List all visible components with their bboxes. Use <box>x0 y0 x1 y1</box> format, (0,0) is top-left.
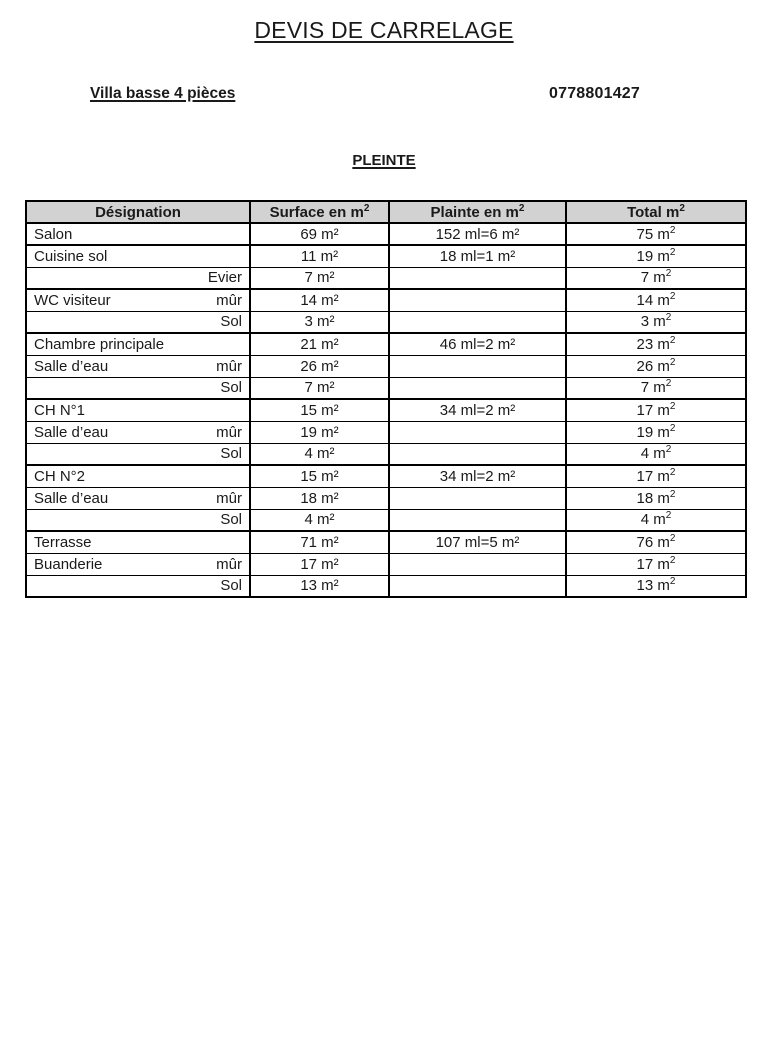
cell-designation <box>26 223 250 245</box>
cell-designation <box>26 421 250 443</box>
row-sub-designation: mûr <box>216 291 242 309</box>
table-row <box>26 509 746 531</box>
table-row <box>26 289 746 311</box>
cell-plainte <box>389 553 566 575</box>
table-row <box>26 267 746 289</box>
table-row <box>26 487 746 509</box>
row-total-sup: 2 <box>669 290 676 302</box>
row-total-sup: 2 <box>669 576 676 588</box>
table-row <box>26 553 746 575</box>
table-row <box>26 443 746 465</box>
cell-plainte <box>389 289 566 311</box>
row-total: 13 m <box>636 577 670 595</box>
cell-total <box>566 267 746 289</box>
table-row <box>26 377 746 399</box>
cell-plainte <box>389 487 566 509</box>
cell-plainte <box>389 575 566 597</box>
header-row <box>26 201 746 223</box>
row-designation: Terrasse <box>34 533 92 551</box>
cell-designation <box>26 509 250 531</box>
row-total-sup: 2 <box>665 444 672 456</box>
cell-surface: 7 m² <box>250 267 389 289</box>
cell-plainte <box>389 443 566 465</box>
cell-designation <box>26 355 250 377</box>
cell-surface: 4 m² <box>250 509 389 531</box>
cell-total <box>566 245 746 267</box>
row-total: 23 m <box>636 335 670 353</box>
table-row <box>26 355 746 377</box>
row-total: 17 m <box>636 401 670 419</box>
cell-total <box>566 333 746 355</box>
cell-designation <box>26 245 250 267</box>
cell-surface: 11 m² <box>250 245 389 267</box>
row-total-sup: 2 <box>665 378 672 390</box>
row-designation: Cuisine sol <box>34 247 108 265</box>
cell-designation <box>26 553 250 575</box>
cell-surface: 71 m² <box>250 531 389 553</box>
table-row <box>26 421 746 443</box>
row-designation: CH N°1 <box>34 401 86 419</box>
cell-plainte: 34 ml=2 m² <box>389 399 566 421</box>
header-surface: Surface en $m^2$ <box>250 201 389 223</box>
cell-plainte <box>389 509 566 531</box>
row-total: 7 m <box>640 379 666 397</box>
cell-total <box>566 465 746 487</box>
row-total-sup: 2 <box>665 510 672 522</box>
row-total: 4 m <box>640 445 666 463</box>
subheader <box>90 85 640 103</box>
quote-table <box>25 200 747 598</box>
header-plainte: Plainte en $m^2$ <box>389 201 566 223</box>
cell-plainte <box>389 421 566 443</box>
row-sub-designation: mûr <box>216 489 242 507</box>
row-total-sup: 2 <box>669 466 676 478</box>
row-total: 75 m <box>636 225 670 243</box>
row-sub-designation: Sol <box>220 577 242 595</box>
cell-plainte <box>389 267 566 289</box>
phone-number: 0778801427 <box>549 85 640 102</box>
cell-surface: 19 m² <box>250 421 389 443</box>
table-row <box>26 531 746 553</box>
header-total: Total $m^2$ <box>566 201 746 223</box>
row-total-sup: 2 <box>669 532 676 544</box>
cell-total <box>566 399 746 421</box>
row-total-sup: 2 <box>669 422 676 434</box>
table-row <box>26 333 746 355</box>
row-total: 19 m <box>636 423 670 441</box>
cell-surface: 3 m² <box>250 311 389 333</box>
row-total: 3 m <box>640 313 666 331</box>
cell-total <box>566 553 746 575</box>
table-row <box>26 575 746 597</box>
cell-total <box>566 443 746 465</box>
row-designation: Salle d’eau <box>34 357 109 375</box>
cell-surface: 18 m² <box>250 487 389 509</box>
table-row <box>26 465 746 487</box>
cell-total <box>566 355 746 377</box>
table-row <box>26 223 746 245</box>
cell-surface: 4 m² <box>250 443 389 465</box>
cell-designation <box>26 311 250 333</box>
cell-total <box>566 289 746 311</box>
row-total-sup: 2 <box>665 268 672 280</box>
table-row <box>26 311 746 333</box>
row-sub-designation: mûr <box>216 357 242 375</box>
row-designation: WC visiteur <box>34 291 111 309</box>
cell-surface: 7 m² <box>250 377 389 399</box>
cell-plainte <box>389 355 566 377</box>
row-designation: Salle d’eau <box>34 489 109 507</box>
cell-plainte: 107 ml=5 m² <box>389 531 566 553</box>
document-page <box>0 17 768 1041</box>
row-sub-designation: Sol <box>220 313 242 331</box>
row-designation: Chambre principale <box>34 335 165 353</box>
row-total: 18 m <box>636 489 670 507</box>
row-sub-designation: Evier <box>207 269 242 287</box>
cell-designation <box>26 333 250 355</box>
row-total-sup: 2 <box>669 488 676 500</box>
row-total-sup: 2 <box>669 554 676 566</box>
cell-designation <box>26 575 250 597</box>
cell-plainte: 46 ml=2 m² <box>389 333 566 355</box>
cell-surface: 21 m² <box>250 333 389 355</box>
cell-total <box>566 311 746 333</box>
cell-designation <box>26 267 250 289</box>
cell-surface: 13 m² <box>250 575 389 597</box>
page-title: DEVIS DE CARRELAGE <box>254 17 514 43</box>
section-title: PLEINTE <box>352 152 416 169</box>
cell-total <box>566 223 746 245</box>
cell-total <box>566 509 746 531</box>
cell-surface: 15 m² <box>250 465 389 487</box>
cell-designation <box>26 487 250 509</box>
row-designation: Buanderie <box>34 555 103 573</box>
row-sub-designation: Sol <box>220 511 242 529</box>
cell-designation <box>26 289 250 311</box>
row-total-sup: 2 <box>665 312 672 324</box>
row-total: 17 m <box>636 555 670 573</box>
cell-total <box>566 421 746 443</box>
table-row <box>26 399 746 421</box>
cell-total <box>566 487 746 509</box>
cell-designation <box>26 465 250 487</box>
cell-total <box>566 531 746 553</box>
row-sub-designation: Sol <box>220 445 242 463</box>
row-total: 14 m <box>636 291 670 309</box>
cell-designation <box>26 377 250 399</box>
cell-plainte <box>389 377 566 399</box>
project-name: Villa basse 4 pièces <box>90 85 236 102</box>
row-designation: Salle d’eau <box>34 423 109 441</box>
cell-plainte <box>389 311 566 333</box>
cell-total <box>566 377 746 399</box>
row-total-sup: 2 <box>669 334 676 346</box>
row-total: 76 m <box>636 533 670 551</box>
cell-plainte: 18 ml=1 m² <box>389 245 566 267</box>
cell-designation <box>26 531 250 553</box>
header-designation: Désignation <box>26 201 250 223</box>
row-sub-designation: mûr <box>216 555 242 573</box>
row-total-sup: 2 <box>669 400 676 412</box>
row-designation: Salon <box>34 225 73 243</box>
row-sub-designation: Sol <box>220 379 242 397</box>
row-total-sup: 2 <box>669 356 676 368</box>
cell-plainte: 34 ml=2 m² <box>389 465 566 487</box>
quote-table-header <box>26 201 746 223</box>
cell-surface: 15 m² <box>250 399 389 421</box>
cell-total <box>566 575 746 597</box>
quote-table-body <box>26 223 746 597</box>
row-sub-designation: mûr <box>216 423 242 441</box>
cell-surface: 26 m² <box>250 355 389 377</box>
cell-surface: 14 m² <box>250 289 389 311</box>
row-total-sup: 2 <box>669 224 676 236</box>
cell-surface: 17 m² <box>250 553 389 575</box>
cell-surface: 69 m² <box>250 223 389 245</box>
row-total-sup: 2 <box>669 246 676 258</box>
cell-designation <box>26 399 250 421</box>
cell-designation <box>26 443 250 465</box>
row-total: 19 m <box>636 247 670 265</box>
row-total: 7 m <box>640 269 666 287</box>
row-designation: CH N°2 <box>34 467 86 485</box>
row-total: 17 m <box>636 467 670 485</box>
row-total: 26 m <box>636 357 670 375</box>
row-total: 4 m <box>640 511 666 529</box>
table-row <box>26 245 746 267</box>
cell-plainte: 152 ml=6 m² <box>389 223 566 245</box>
